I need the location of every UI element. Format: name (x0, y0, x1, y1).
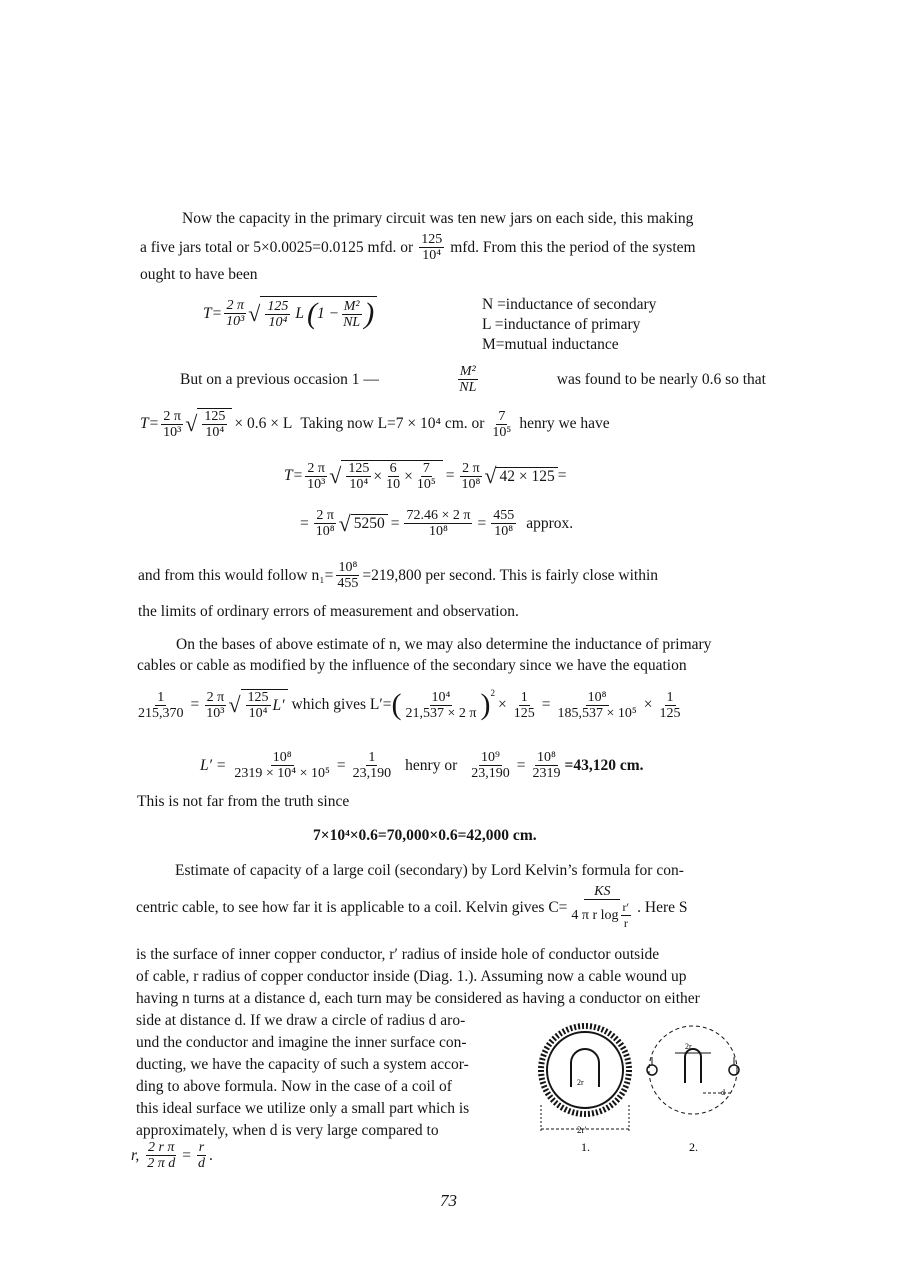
fraction (404, 690, 479, 721)
fraction (457, 364, 478, 395)
fraction (196, 1140, 207, 1171)
text: ought to have been (140, 266, 258, 283)
text: ding to above formula. Now in the case of a coil of (136, 1078, 452, 1095)
para5-formula (313, 827, 537, 845)
text: the limits of ordinary errors of measurement and observation. (138, 603, 519, 620)
formula-2-row1 (284, 460, 566, 492)
text: L =inductance of primary (482, 316, 641, 333)
sqrt-body: 42 × 125 (496, 467, 557, 486)
fraction (224, 298, 246, 329)
den-text: 4 π r log (571, 908, 619, 923)
sqrt-body (260, 296, 377, 331)
fig1-caption: 1. (581, 1140, 590, 1154)
text: But on a previous occasion 1 — (180, 370, 379, 388)
text: henry we have (519, 415, 610, 432)
equals: = (541, 696, 551, 713)
num: 2 π (316, 508, 334, 523)
fig1-inner-label: 2r (577, 1078, 584, 1087)
fraction (512, 690, 537, 721)
den: 125 (659, 705, 681, 721)
fraction (404, 508, 472, 539)
num: 7 (422, 461, 430, 476)
num: 125 (204, 409, 226, 424)
text: This is not far from the truth since (137, 793, 350, 810)
formula-2-row2 (300, 508, 573, 539)
fraction (491, 508, 516, 539)
den: 10³ (226, 314, 245, 329)
lhs: T= (203, 304, 223, 322)
text: N =inductance of secondary (482, 296, 657, 313)
num: 6 (389, 461, 397, 476)
radical-icon: √ (329, 463, 342, 488)
text: und the conductor and imagine the inner surface con- (136, 1034, 467, 1051)
text: ducting, we have the capacity of such a system accor- (136, 1056, 469, 1073)
radical-icon: √ (484, 463, 497, 488)
definition-3 (482, 336, 619, 354)
num: r′ (622, 900, 630, 914)
den: 10³ (206, 705, 225, 721)
equals: = (477, 514, 487, 532)
para1-line1 (182, 210, 770, 228)
den: r (623, 916, 628, 930)
para3-line1 (138, 560, 766, 591)
num: 1 (368, 750, 376, 765)
lhs: T= (140, 415, 160, 432)
fraction (384, 461, 402, 492)
fraction (346, 461, 371, 492)
den: 21,537 × 2 π (405, 705, 477, 721)
text: Now the capacity in the primary circuit was ten new jars on each side, this making (182, 210, 694, 227)
one-minus: 1 − (317, 305, 340, 322)
times: × (643, 696, 653, 713)
num: 125 (247, 690, 269, 705)
text: . Here S (637, 898, 688, 916)
fraction (145, 1140, 177, 1171)
lhs: L′ = (200, 756, 227, 774)
fraction (202, 409, 227, 440)
sqrt-body: 5250 (351, 514, 388, 533)
fraction (419, 232, 444, 263)
den: 10³ (163, 424, 182, 440)
text: was found to be nearly 0.6 so that (556, 370, 766, 388)
equals: = (336, 756, 346, 774)
para6-line12 (131, 1140, 213, 1171)
den: 185,537 × 10⁵ (557, 705, 637, 721)
fraction (351, 750, 394, 781)
fig1-coaxial-cable (541, 1026, 629, 1135)
fig2-coil-turns (647, 1026, 739, 1114)
fraction (265, 299, 290, 330)
num: 2 π (307, 460, 325, 476)
num: M² (459, 364, 476, 379)
num: 125 (267, 298, 289, 314)
num: 10⁸ (587, 689, 607, 705)
text: mfd. From this the period of the system (450, 238, 696, 256)
para1-line3 (140, 266, 258, 284)
paren-close: ) (364, 297, 375, 330)
formula-3 (134, 688, 685, 722)
formula-1 (203, 296, 377, 331)
para6-line7 (136, 1034, 467, 1052)
fraction (569, 884, 635, 931)
para6-line6 (136, 1012, 465, 1030)
fig1-outer-label: 2r′ (577, 1125, 587, 1135)
den: 10 (386, 477, 401, 492)
text: cables or cable as modified by the influence of the secondary since we have the equation (137, 657, 687, 674)
definition-1 (482, 296, 656, 314)
para6-line5 (136, 990, 700, 1008)
fig2-d-label: d (721, 1088, 725, 1097)
fraction (555, 690, 638, 721)
equals: = (516, 756, 526, 774)
text: having n turns at a distance d, each turn may be considered as having a conductor on either (136, 990, 700, 1007)
text: side at distance d. If we draw a circle of radius d aro- (136, 1012, 466, 1029)
paren-open: ( (307, 297, 317, 330)
den: 10⁵ (492, 424, 512, 440)
equals: = (190, 696, 200, 713)
text: henry or (405, 756, 458, 774)
fraction (658, 690, 683, 721)
para6-line11 (136, 1122, 439, 1140)
fraction (460, 461, 483, 492)
diagram-figure (525, 1015, 775, 1155)
den: 10⁸ (494, 524, 514, 539)
num: KS (584, 884, 620, 900)
text: is the surface of inner copper conductor, r′ radius of inside hole of conductor outside (136, 946, 660, 963)
fraction (341, 299, 362, 330)
exponent: 2 (490, 688, 495, 698)
text: this ideal surface we utilize only a small part which is (136, 1100, 470, 1117)
lhs: T= (284, 467, 304, 484)
text: r, (131, 1146, 140, 1164)
num: 10⁹ (481, 750, 500, 765)
fraction (232, 750, 332, 781)
den: 455 (337, 576, 359, 591)
num: 125 (348, 461, 370, 476)
den: 125 (513, 705, 535, 721)
text: and from this would follow n₁= (138, 566, 334, 584)
num: 1 (666, 689, 674, 705)
text: approximately, when d is very large compared to (136, 1122, 439, 1139)
den: 10⁴ (248, 706, 268, 721)
para5-line1 (137, 793, 349, 811)
equals: = (557, 467, 567, 484)
radical-icon: √ (338, 510, 351, 536)
den: 215,370 (138, 705, 184, 721)
den: 10⁵ (416, 477, 436, 492)
definition-2 (482, 316, 640, 334)
equals: = (300, 514, 309, 532)
text: a five jars total or 5×0.0025=0.0125 mfd. or (140, 238, 414, 256)
den: 23,190 (471, 766, 510, 781)
num: 10⁴ (431, 689, 451, 705)
fraction (204, 690, 226, 721)
text: which gives L′= (291, 696, 392, 713)
fraction (246, 690, 271, 721)
den: 2 π d (147, 1156, 176, 1171)
result: =43,120 cm. (564, 756, 644, 774)
fraction (469, 750, 512, 781)
text: M=mutual inductance (482, 336, 619, 353)
num: 455 (493, 508, 515, 523)
num: 10⁸ (537, 750, 556, 765)
para2-line2 (140, 408, 610, 440)
para2-line1 (180, 364, 766, 395)
l: L (295, 305, 304, 322)
num: r (198, 1140, 205, 1155)
den: 10⁴ (268, 314, 288, 330)
den: 10⁸ (461, 476, 481, 492)
para6-line2 (136, 884, 688, 931)
fig2-caption: 2. (689, 1140, 698, 1154)
num: 2 π (462, 460, 480, 476)
equals: = (390, 514, 400, 532)
lprime: L′ (272, 696, 285, 714)
text: Taking now L=7 × 10⁴ cm. or (300, 415, 485, 432)
text: 7×10⁴×0.6=70,000×0.6=42,000 cm. (313, 827, 537, 844)
den: NL (343, 314, 361, 330)
fraction (136, 690, 186, 721)
num: 72.46 × 2 π (406, 508, 471, 523)
para6-line9 (136, 1078, 452, 1096)
num: 1 (157, 689, 165, 705)
radical-icon: √ (185, 411, 198, 436)
num: 125 (421, 232, 443, 247)
para6-line4 (136, 968, 687, 986)
den: 10³ (307, 476, 326, 492)
equals: = (182, 1146, 191, 1164)
den: 2319 × 10⁴ × 10⁵ (234, 766, 330, 781)
den: 10⁸ (429, 524, 448, 539)
den: 2319 (532, 766, 561, 781)
fraction (314, 508, 337, 539)
times: × (497, 696, 507, 713)
para4-line1 (176, 636, 711, 654)
approx-text: approx. (526, 514, 574, 532)
radical-icon: √ (228, 692, 241, 717)
den: 23,190 (352, 766, 392, 781)
den: 10⁴ (205, 425, 225, 440)
sqrt-body: $\frac{125}{\text{10⁴}}$ × $\frac{6}{10}$ × $\frac{7}{\text{10⁵}}$ (341, 460, 442, 492)
fraction (161, 409, 183, 440)
period: . (208, 1146, 213, 1164)
para3-line2 (138, 603, 519, 621)
fig2-top-label: 2r (685, 1042, 692, 1051)
equals: = (445, 467, 455, 484)
para6-line3 (136, 946, 659, 964)
text: 73 (440, 1191, 457, 1210)
formula-4 (200, 750, 644, 781)
den: 10⁴ (422, 248, 442, 263)
num: 10⁸ (272, 750, 292, 765)
num: 2 π (226, 298, 244, 313)
para4-line2 (137, 657, 687, 675)
text: × 0.6 × L (234, 415, 293, 432)
paren-open: ( (391, 688, 402, 721)
text: On the bases of above estimate of n, we may also determine the inductance of primary (176, 636, 712, 653)
page-number (440, 1192, 457, 1210)
text: =219,800 per second. This is fairly close within (362, 566, 658, 584)
fraction (305, 461, 327, 492)
para1-line2 (140, 232, 770, 263)
fraction (621, 900, 632, 931)
para6-line10 (136, 1100, 469, 1118)
num: 10⁸ (338, 560, 358, 575)
den (569, 900, 635, 931)
text: of cable, r radius of copper conductor inside (Diag. 1.). Assuming now a cable wound up (136, 968, 687, 985)
den: NL (459, 380, 477, 395)
fraction (490, 409, 513, 440)
para6-line1 (175, 862, 684, 880)
sqrt-body (241, 689, 288, 721)
num: 2 π (206, 689, 225, 705)
sqrt-body (197, 408, 232, 440)
fraction (335, 560, 360, 591)
fraction (415, 461, 438, 492)
para6-line8 (136, 1056, 469, 1074)
num: 7 (498, 408, 506, 424)
num: M² (343, 298, 360, 314)
den: 10⁴ (349, 477, 369, 492)
radical-icon: √ (248, 300, 261, 326)
num: 2 r π (147, 1140, 175, 1155)
den: d (197, 1156, 205, 1171)
num: 2 π (163, 408, 181, 424)
fraction (531, 750, 563, 781)
den: 10⁸ (315, 524, 335, 539)
text: centric cable, to see how far it is applicable to a coil. Kelvin gives C= (136, 898, 568, 916)
paren-close: ) (480, 688, 491, 721)
num: 1 (520, 689, 528, 705)
text: Estimate of capacity of a large coil (secondary) by Lord Kelvin’s formula for con- (175, 862, 684, 879)
